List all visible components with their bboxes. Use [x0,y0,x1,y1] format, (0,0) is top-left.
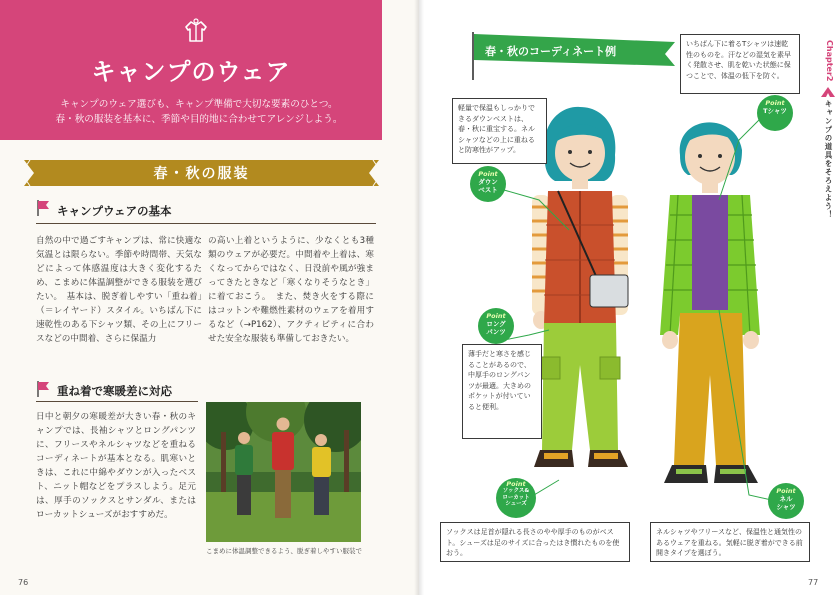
flag-icon [36,381,50,397]
note-socks-shoes: ソックスは足首が隠れる長さのやや厚手のものがベスト。シューズは足のサイズに合ったはき慣れたものを使おう。 [440,522,630,562]
photo-caption: こまめに体温調整できるよう、脱ぎ着しやすい服装で [206,547,362,555]
note-flannel: ネルシャツやフリースなど、保温性と通気性のあるウェアを重ねる。気軽に脱ぎ着ができる前開きタイプを選ぼう。 [650,522,810,562]
note-down-vest: 軽量で保温もしっかりできるダウンベストは、春・秋に重宝する。ネルシャツなどの上に重ねると防寒性がアップ。 [452,98,547,164]
body-col-1: 自然の中で過ごすキャンプは、常に快適な気温とは限らない。季節や時間帯、天気などによって体感温度は大きく変化するため、こまめに体温調整ができる服装を選びたい。 基本は、脱ぎ着しやすい「重ね着」（＝レイヤード）スタイル。いちばん下に速乾性のある下シャツ類、その上にフリースなどの中間着、さらに保温力 [36,236,202,344]
page-number-left: 76 [18,578,29,587]
man-figure [660,122,760,483]
note-tshirt: いちばん下に着るTシャツは速乾性のものを。汗などの湿気を素早く発散させ、肌を乾いた状態に保つことで、体温の低下を防ぐ。 [680,34,800,94]
lead-line-2: 春・秋の服装を基本に、季節や目的地に合わせてアレンジしよう。 [55,114,343,125]
subheading-rule [36,223,376,224]
page-title: キャンプのウェア [91,58,291,86]
lead-text [34,97,364,127]
page-number-right: 77 [808,578,819,587]
outfit-illustration [520,95,790,525]
subheading-rule [36,401,198,402]
note-long-pants: 薄手だと寒さを感じることがあるので、中厚手のロングパンツが最適。大きめのポケットが付いていると便利。 [462,344,542,439]
subheading-basics: キャンプウェアの基本 [57,204,172,218]
point-badge-down-vest: Point ダウン ベスト [470,166,506,202]
section-heading: 春・秋の服装 [153,166,250,182]
subheading-layering: 重ね着で寒暖差に対応 [57,384,172,398]
tent-icon [820,86,836,98]
spine-shadow [414,0,424,595]
body-layering: 日中と朝夕の寒暖差が大きい春・秋のキャンプでは、長袖シャツとロングパンツに、フリースやネルシャツなどを重ねるコーディネートが基本となる。肌寒いときは、これに中綿やダウンが入ったベスト、ニット帽などをプラスしよう。足元は、厚手のソックスとサンダル、またはローカットシューズがおすすめだ。 [36,412,196,520]
point-badge-socks-shoes: Point ソックス& ローカット シューズ [496,478,536,518]
chapter-title: キャンプの道具をそろえよう！ [824,100,833,219]
coordinate-title: 春・秋のコーディネート例 [485,45,617,58]
point-badge-long-pants: Point ロング パンツ [478,308,514,344]
lead-line-1: キャンプのウェア選びも、キャンプ準備で大切な要素のひとつ。 [60,99,338,110]
body-col-2: の高い上着というように、少なくとも3種類のウェアが必要だ。中間着や上着は、寒くなってからではなく、日没前や風が強まってきたときなど「寒くなりそうなとき」に着ておこう。 また、焚き火をする際にはコットンや難燃性素材のウェアを着用するなど（→P162）、アクティビティに合わせた安全な服装も準備しておきたい。 [208,236,374,344]
point-badge-tshirt: Point Tシャツ [757,95,793,131]
jacket-icon [183,18,209,44]
point-badge-flannel: Point ネル シャツ [768,483,804,519]
flag-icon [36,200,50,216]
campers-photo [206,402,361,542]
chapter-label: Chapter2 [825,40,834,82]
